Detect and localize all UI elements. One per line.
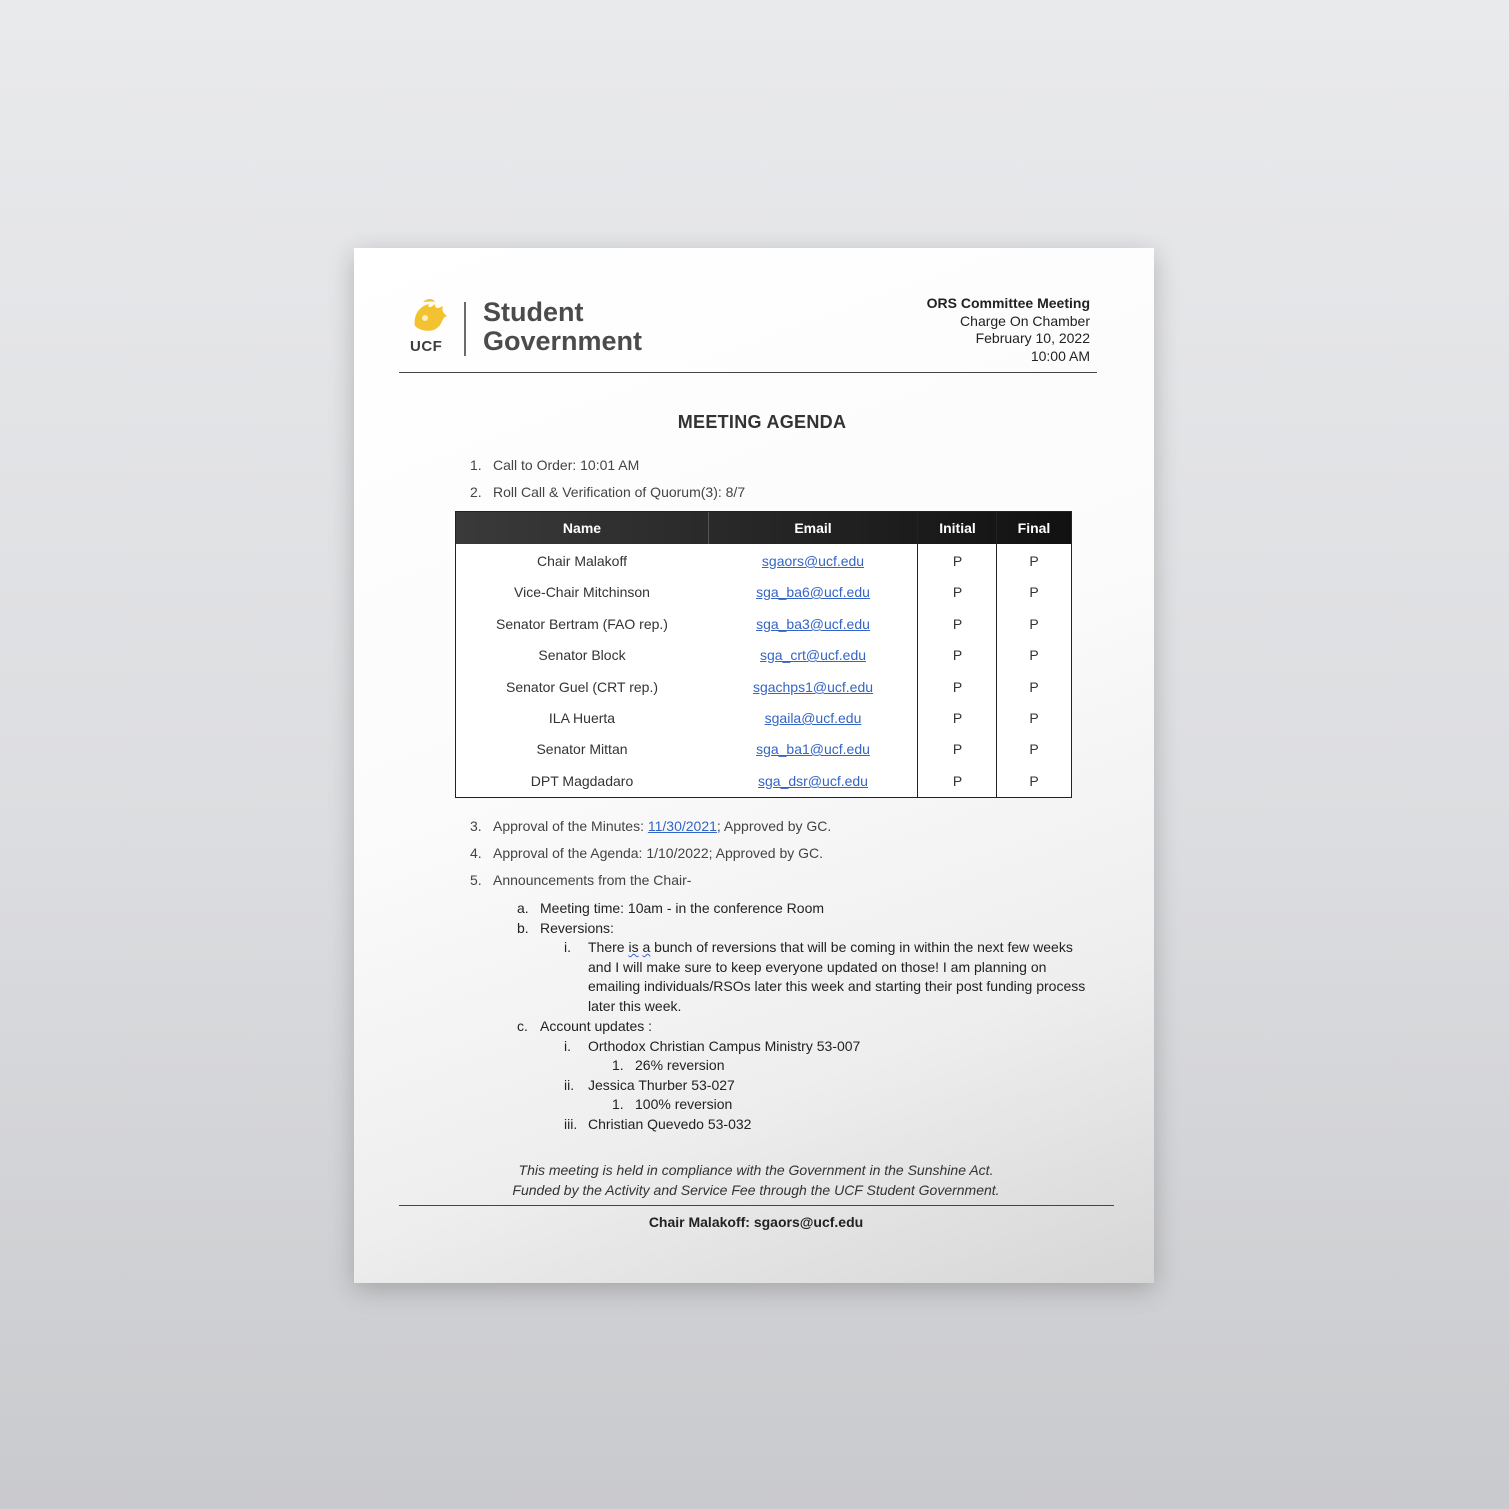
member-email-link[interactable]: sga_crt@ucf.edu (759, 647, 867, 663)
header-email: Email (794, 520, 832, 536)
member-name: ILA Huerta (548, 710, 616, 726)
list-label: a. (517, 900, 529, 916)
final-status: P (1029, 553, 1039, 569)
list-text: Account updates : (540, 1018, 653, 1034)
initial-status: P (952, 584, 963, 600)
agenda-item-5 (470, 872, 691, 888)
final-status: P (1029, 647, 1039, 663)
pegasus-logo-icon (409, 296, 449, 336)
meeting-meta (927, 295, 1090, 365)
grammar-flag: is (628, 939, 639, 955)
funding-note: Funded by the Activity and Service Fee through the UCF Student Government. (512, 1182, 1000, 1198)
list-text: Christian Quevedo 53-032 (588, 1116, 752, 1132)
final-status: P (1029, 710, 1039, 726)
item-number: 4. (470, 845, 482, 861)
meeting-title: ORS Committee Meeting (926, 295, 1090, 311)
final-status: P (1029, 741, 1039, 757)
header-initial: Initial (939, 520, 976, 536)
list-text: Meeting time: 10am - in the conference Room (540, 900, 825, 916)
member-email-link[interactable]: sgaors@ucf.edu (761, 553, 865, 569)
member-email-link[interactable]: sga_ba3@ucf.edu (756, 616, 870, 632)
item-number: 3. (470, 818, 482, 834)
member-email-link[interactable]: sga_dsr@ucf.edu (758, 773, 868, 789)
document-page (354, 248, 1154, 1283)
initial-status: P (952, 710, 963, 726)
agenda-item-4 (470, 845, 823, 861)
grammar-flag: a (642, 939, 651, 955)
final-status: P (1029, 584, 1039, 600)
meeting-date: February 10, 2022 (975, 330, 1090, 346)
final-status: P (1029, 616, 1039, 632)
agenda-title: MEETING AGENDA (677, 412, 847, 432)
header-final: Final (1017, 520, 1051, 536)
item-text: Roll Call & Verification of Quorum(3): 8/7 (493, 484, 746, 500)
member-email-link[interactable]: sgaila@ucf.edu (764, 710, 862, 726)
logo-wordmark (483, 298, 642, 356)
ucf-sg-logo (409, 296, 669, 360)
chair-contact: Chair Malakoff: sgaors@ucf.edu (648, 1214, 864, 1230)
member-name: Senator Mittan (536, 741, 628, 757)
list-label: c. (517, 1018, 528, 1034)
announcement-b-i-label: i. (564, 939, 571, 955)
initial-status: P (952, 679, 963, 695)
item-text: Approval of the Agenda: 1/10/2022; Approved by GC. (493, 845, 824, 861)
para-text: bunch of reversions that will be coming in within the next few weeks and I will make sure to keep everyone updated on those! I am planning on emailing individuals/RSOs later this week and starting their post funding process later this week. (588, 939, 1086, 1014)
item-number: 1. (470, 457, 482, 473)
logo-ucf-text: UCF (410, 338, 443, 355)
member-name: Chair Malakoff (536, 553, 627, 569)
item-text: Announcements from the Chair- (493, 872, 692, 888)
item-number: 5. (470, 872, 482, 888)
logo-line-1: Student (483, 297, 584, 327)
logo-divider (464, 302, 466, 356)
member-email-link[interactable]: sga_ba6@ucf.edu (756, 584, 870, 600)
final-status: P (1029, 679, 1039, 695)
member-email-link[interactable]: sga_ba1@ucf.edu (756, 741, 870, 757)
item-text: Approval of the Minutes: (493, 818, 648, 834)
list-label: iii. (564, 1116, 578, 1132)
member-name: Vice-Chair Mitchinson (514, 584, 650, 600)
para-text: There (588, 939, 629, 955)
list-text: 26% reversion (635, 1057, 725, 1073)
list-text: Jessica Thurber 53-027 (588, 1077, 735, 1093)
member-name: Senator Guel (CRT rep.) (506, 679, 658, 695)
list-text: Orthodox Christian Campus Ministry 53-007 (588, 1038, 861, 1054)
table-header (456, 512, 1071, 544)
member-email-link[interactable]: sgachps1@ucf.edu (752, 679, 874, 695)
item-text-suffix: ; Approved by GC. (716, 818, 832, 834)
final-status: P (1029, 773, 1039, 789)
minutes-link[interactable]: 11/30/2021 (647, 818, 717, 834)
item-number: 2. (470, 484, 482, 500)
agenda-item-1 (470, 457, 639, 473)
logo-line-2: Government (483, 326, 643, 356)
meeting-location: Charge On Chamber (960, 312, 1090, 329)
roll-call-table (455, 511, 1072, 798)
list-label: 1. (612, 1057, 624, 1073)
footer-rule (399, 1205, 1114, 1206)
initial-status: P (952, 553, 963, 569)
header-name: Name (562, 520, 602, 536)
list-label: ii. (564, 1077, 575, 1093)
member-name: Senator Block (538, 647, 626, 663)
member-name: DPT Magdadaro (530, 773, 634, 789)
sunshine-note: This meeting is held in compliance with the Government in the Sunshine Act. (518, 1162, 994, 1178)
initial-status: P (952, 741, 963, 757)
list-text: Reversions: (540, 920, 614, 936)
item-text: Call to Order: 10:01 AM (493, 457, 640, 473)
list-label: i. (564, 1038, 571, 1054)
list-label: 1. (612, 1096, 624, 1112)
member-name: Senator Bertram (FAO rep.) (496, 616, 668, 632)
meeting-time: 10:00 AM (1030, 347, 1090, 364)
agenda-item-2 (470, 484, 745, 500)
initial-status: P (952, 616, 963, 632)
compliance-notes (354, 1160, 1158, 1200)
initial-status: P (952, 773, 963, 789)
announcement-b-i-text (588, 938, 1088, 1016)
list-text: 100% reversion (635, 1096, 733, 1112)
agenda-item-3 (470, 818, 831, 834)
header-rule (399, 372, 1097, 373)
list-label: b. (517, 920, 529, 936)
initial-status: P (952, 647, 963, 663)
